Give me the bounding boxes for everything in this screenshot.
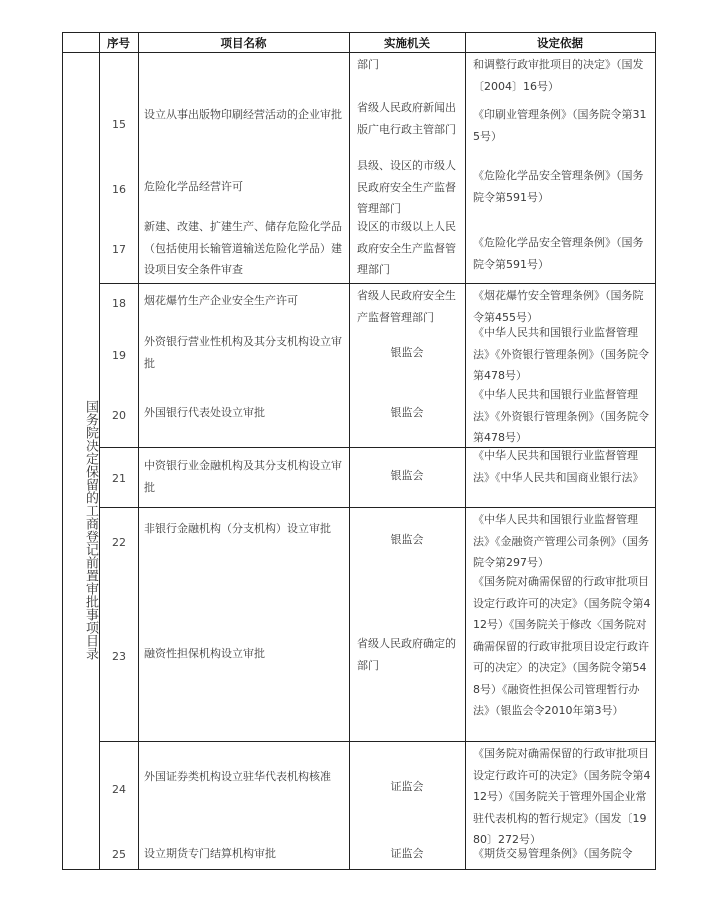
continuation-basis: 和调整行政审批项目的决定》（国发〔2004〕16号） [473,58,644,93]
column-border [349,32,350,870]
row-number: 23 [112,650,126,663]
row-basis: 《危险化学品安全管理条例》（国务院令第591号） [473,236,644,271]
row-basis: 《期货交易管理条例》（国务院令 [473,847,633,860]
header-basis: 设定依据 [537,36,583,50]
row-agency: 省级人民政府安全生产监督管理部门 [357,289,456,324]
row-number: 21 [112,472,126,485]
row-agency: 银监会 [390,533,424,546]
header-agency: 实施机关 [384,36,430,50]
header-project-name: 项目名称 [220,36,267,50]
row-number: 17 [112,243,126,256]
row-agency: 银监会 [390,469,424,482]
row-number: 24 [112,783,126,796]
row-agency: 银监会 [390,406,424,419]
column-border [99,32,100,870]
continuation-agency: 部门 [357,58,379,71]
row-border [99,283,656,284]
row-number: 19 [112,349,126,362]
row-basis: 《中华人民共和国银行业监督管理法》《中华人民共和国商业银行法》 [473,449,644,484]
table-left-border [62,32,63,870]
row-basis: 《烟花爆竹安全管理条例》（国务院令第455号） [473,289,644,324]
row-agency: 省级人民政府确定的部门 [357,637,456,672]
row-agency: 银监会 [390,346,424,359]
row-project-name: 外国银行代表处设立审批 [144,406,265,419]
table-right-border [655,32,656,870]
row-border [99,741,656,742]
row-agency: 省级人民政府新闻出版广电行政主管部门 [357,101,456,136]
row-basis: 《中华人民共和国银行业监督管理法》《外资银行管理条例》（国务院令第478号） [473,326,649,382]
row-project-name: 烟花爆竹生产企业安全生产许可 [144,294,298,307]
row-agency: 设区的市级以上人民政府安全生产监督管理部门 [357,220,456,276]
table-bottom-border [62,869,656,870]
row-border [99,507,656,508]
row-basis: 《中华人民共和国银行业监督管理法》《金融资产管理公司条例》（国务院令第297号） [473,513,649,569]
row-project-name: 非银行金融机构（分支机构）设立审批 [144,522,331,535]
row-agency: 证监会 [390,780,424,793]
row-project-name: 中资银行业金融机构及其分支机构设立审批 [144,459,342,494]
row-basis: 《危险化学品安全管理条例》（国务院令第591号） [473,169,644,204]
row-project-name: 外国证券类机构设立驻华代表机构核准 [144,770,331,783]
row-number: 15 [112,118,126,131]
row-project-name: 外资银行营业性机构及其分支机构设立审批 [144,335,342,370]
row-project-name: 融资性担保机构设立审批 [144,647,265,660]
row-project-name: 设立期货专门结算机构审批 [144,847,276,860]
column-border [465,32,466,870]
row-number: 16 [112,183,126,196]
row-agency: 证监会 [390,847,424,860]
row-number: 22 [112,536,126,549]
row-basis: 《中华人民共和国银行业监督管理法》《外资银行管理条例》（国务院令第478号） [473,388,649,444]
row-number: 18 [112,297,126,310]
header-seq: 序号 [107,36,130,50]
column-border [138,32,139,870]
row-number: 20 [112,409,126,422]
row-project-name: 设立从事出版物印刷经营活动的企业审批 [144,108,342,121]
row-agency: 县级、设区的市级人民政府安全生产监督管理部门 [357,159,456,215]
row-basis: 《印刷业管理条例》（国务院令第315号） [473,108,647,143]
row-basis: 《国务院对确需保留的行政审批项目设定行政许可的决定》（国务院令第412号）《国务院关于修改〈国务院对确需保留的行政审批项目设定行政许可的决定〉的决定》（国务院令第548号）《融资性担保公司管理暂行办法》（银监会令2010年第3号） [473,575,651,717]
row-project-name: 危险化学品经营许可 [144,180,243,193]
row-project-name: 新建、改建、扩建生产、储存危险化学品（包括使用长输管道输送危险化学品）建设项目安全条件审查 [144,220,342,276]
row-number: 25 [112,848,126,861]
category-label: 国务院决定保留的工商登记前置审批事项目录 [83,400,98,660]
row-basis: 《国务院对确需保留的行政审批项目设定行政许可的决定》（国务院令第412号）《国务院关于管理外国企业常驻代表机构的暂行规定》（国发〔1980〕272号） [473,747,651,846]
